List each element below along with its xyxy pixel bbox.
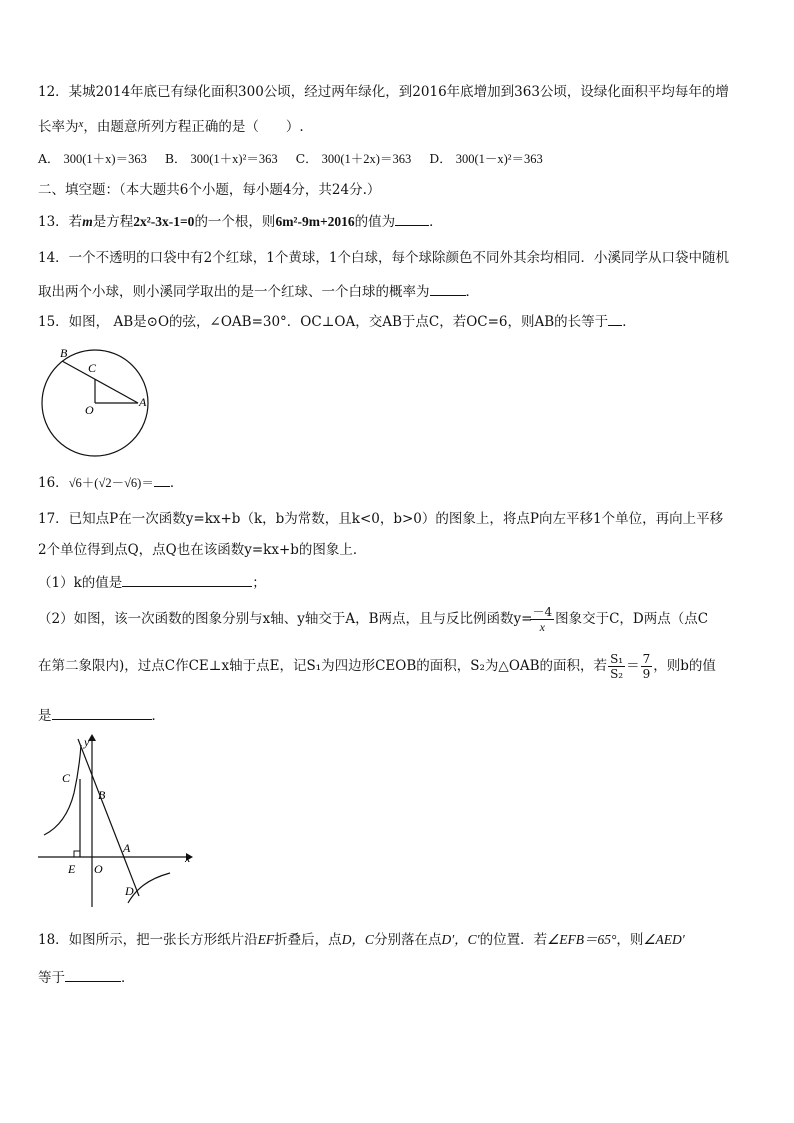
q15-circle-figure	[35, 340, 155, 460]
label-e: E	[68, 862, 76, 876]
q13-e: ．	[429, 214, 443, 230]
q13-equation: 2x²-3x-1=0	[133, 214, 195, 229]
linear-function-line	[78, 739, 139, 896]
q17-line5	[38, 705, 165, 726]
q12-line2	[38, 114, 304, 137]
q16-end: ．	[169, 475, 184, 491]
q18-b: 折叠后，点	[274, 932, 342, 948]
q12-stem-end: ，由题意所列方程正确的是（ ）.	[83, 119, 304, 135]
q17-line4-text: 在第二象限内)，过点C作CE⊥x轴于点E，记S₁为四边形CEOB的面积，S₂为△OAB的面积，若	[38, 658, 608, 674]
q17-s-fraction	[608, 652, 625, 681]
label-o: O	[94, 862, 103, 876]
label-o: O	[85, 403, 94, 417]
q17-equals: ＝	[626, 658, 640, 674]
q14-line1: 14．一个不透明的口袋中有2个红球，1个黄球，1个白球，每个球除颜色不同外其余均相同．小溪同学从口袋中随机	[38, 250, 729, 266]
q18-line1	[38, 930, 685, 950]
q13-a: 13．若	[38, 214, 83, 230]
q18-line2-end: ．	[121, 970, 135, 986]
q12-option-a-label: A．	[38, 151, 60, 166]
chord-ab	[62, 361, 138, 403]
q14-line2-text: 取出两个小球，则小溪同学取出的是一个红球、一个白球的概率为	[38, 284, 430, 300]
q17-part1-text: （1）k的值是	[38, 575, 123, 591]
q17-frac-den: x	[539, 620, 545, 634]
q12-option-a: 300(1＋x)＝363	[63, 152, 147, 166]
q17-s-num: S₁	[610, 652, 624, 666]
q16-a: 16．	[38, 475, 69, 491]
q14-answer-blank	[430, 281, 466, 296]
q17-line5-text: 是	[38, 708, 52, 724]
q18-a: 18．如图所示，把一张长方形纸片沿	[38, 932, 258, 948]
q13-expression: 6m²-9m+2016	[275, 214, 355, 229]
q17-part2-text: （2）如图，该一次函数的图象分别与x轴、y轴交于A，B两点，且与反比例函数y=	[38, 611, 533, 627]
q17-part2-blank	[52, 705, 152, 720]
label-b: B	[98, 788, 106, 802]
q13-answer-blank	[395, 211, 429, 226]
q12-option-d: 300(1－x)²＝363	[455, 152, 543, 166]
q13-line	[38, 211, 443, 232]
section-heading: 二、填空题：（本大题共6个小题，每小题4分，共24分.）	[38, 182, 381, 198]
q13-c: 的一个根，则	[194, 214, 276, 230]
q18-dc2: D′，C′	[441, 932, 480, 947]
q17-frac-num: －4	[532, 605, 553, 619]
q12-option-c: 300(1＋2x)＝363	[321, 152, 412, 166]
q18-line2	[38, 967, 135, 988]
q14-end: ．	[465, 284, 479, 300]
q15-answer-blank	[608, 311, 622, 326]
q17-part1	[38, 572, 266, 593]
q18-dc: D，C	[341, 932, 374, 947]
q17-ratio-num: 7	[642, 652, 651, 666]
hyperbola-branch-right	[128, 873, 170, 903]
q18-answer-blank	[65, 967, 121, 982]
q14-line2	[38, 281, 479, 302]
q13-b: 是方程	[92, 214, 134, 230]
q13-m: m	[82, 214, 93, 229]
q17-part2-text-b: 图象交于C，D两点（点C	[555, 611, 709, 627]
q12-options	[38, 149, 543, 169]
label-c: C	[62, 771, 71, 785]
q16-answer-blank	[154, 472, 170, 487]
q12-line1: 12．某城2014年底已有绿化面积300公顷，经过两年绿化，到2016年底增加到363公顷，设绿化面积平均每年的增	[38, 84, 729, 100]
q17-graph-figure	[36, 733, 196, 913]
q17-line4	[38, 648, 716, 684]
q18-line2-text: 等于	[38, 970, 65, 986]
q18-c: 分别落在点	[373, 932, 442, 948]
label-y: y	[84, 735, 90, 749]
q18-angle: ∠EFB＝65°	[547, 932, 617, 947]
q16-expression: √6＋(√2－√6)＝	[68, 476, 154, 490]
q17-ratio-fraction	[641, 652, 653, 681]
q15-text: 15．如图， AB是⊙O的弦，∠OAB=30°．OC⊥OA，交AB于点C，若OC=6，则AB的长等于	[38, 314, 609, 330]
q18-e: ，则	[616, 932, 644, 948]
q12-stem: 长率为	[38, 119, 79, 135]
q18-ef: EF	[257, 932, 275, 947]
q17-part1-end: ；	[252, 575, 266, 591]
q17-line1: 17．已知点P在一次函数y=kx+b（k，b为常数，且k<0，b>0）的图象上，将点P向左平移1个单位，再向上平移	[38, 511, 724, 527]
q18-angle2: ∠AED′	[643, 932, 685, 947]
q17-ratio-den: 9	[642, 667, 651, 681]
q17-fraction	[530, 605, 554, 634]
label-c: C	[88, 361, 97, 375]
q17-line5-end: ．	[151, 708, 165, 724]
label-d: D	[125, 884, 134, 898]
hyperbola-branch-left	[44, 745, 81, 835]
q17-line2: 2个单位得到点Q，点Q也在该函数y=kx+b的图象上．	[38, 542, 367, 558]
q12-option-d-label: D．	[429, 151, 452, 166]
right-angle-mark	[74, 851, 80, 857]
q12-option-b: 300(1＋x)²＝363	[190, 152, 278, 166]
q13-d: 的值为	[354, 214, 396, 230]
label-x: x	[185, 851, 191, 865]
q17-part2	[38, 604, 708, 634]
label-a: A	[123, 841, 131, 855]
q17-part1-blank	[122, 572, 252, 587]
q15-end: ．	[622, 314, 636, 330]
q18-d: 的位置．若	[479, 932, 548, 948]
q12-option-b-label: B．	[164, 151, 187, 166]
label-a: A	[139, 395, 147, 409]
q16-line	[38, 472, 183, 493]
q15-line	[38, 311, 636, 332]
label-b: B	[60, 346, 68, 360]
q12-option-c-label: C．	[295, 151, 318, 166]
q17-s-den: S₂	[610, 667, 624, 681]
q17-line4-text-b: ，则b的值	[653, 658, 716, 674]
q12-var-x: x	[78, 118, 84, 130]
